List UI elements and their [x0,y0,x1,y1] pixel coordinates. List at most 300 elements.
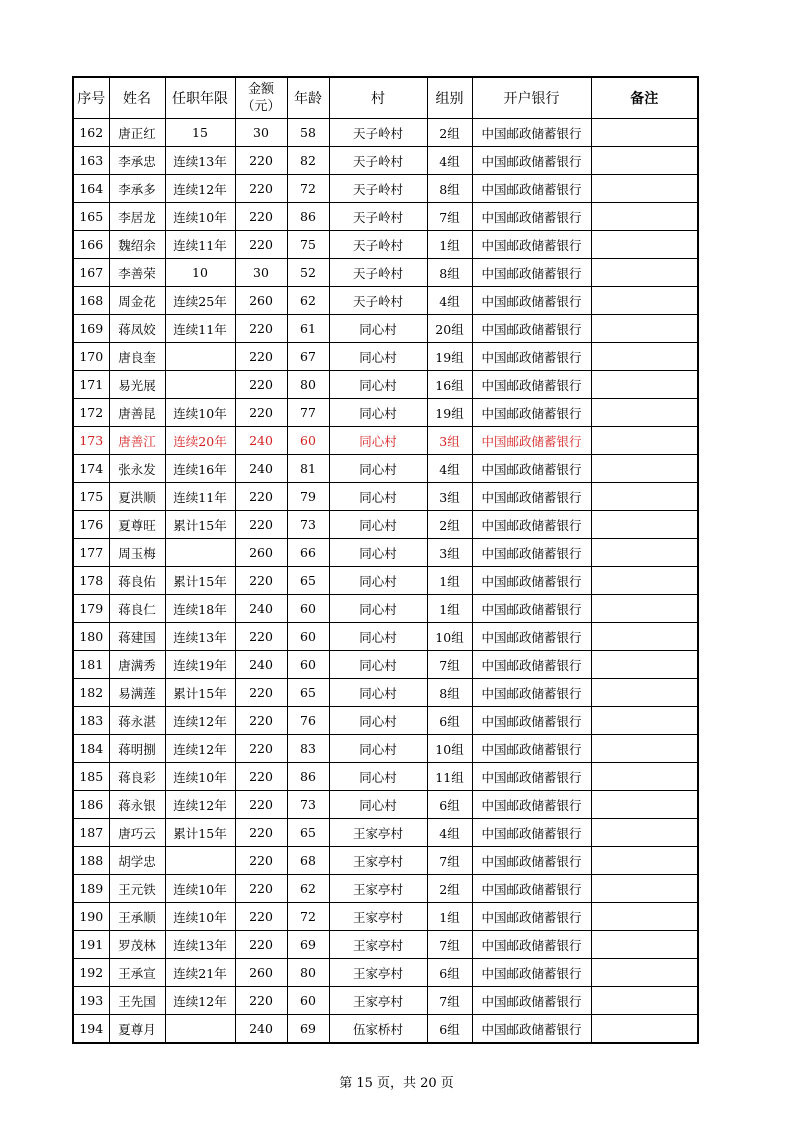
cell-group: 4组 [427,455,472,483]
cell-bank: 中国邮政储蓄银行 [472,931,591,959]
header-seq: 序号 [73,77,109,119]
cell-group: 8组 [427,679,472,707]
cell-seq: 190 [73,903,109,931]
cell-amount: 220 [235,315,287,343]
cell-age: 83 [287,735,329,763]
cell-name: 唐善江 [109,427,165,455]
cell-age: 65 [287,819,329,847]
cell-name: 罗茂林 [109,931,165,959]
cell-village: 伍家桥村 [329,1015,427,1044]
cell-name: 唐良奎 [109,343,165,371]
cell-bank: 中国邮政储蓄银行 [472,1015,591,1044]
cell-bank: 中国邮政储蓄银行 [472,483,591,511]
cell-seq: 182 [73,679,109,707]
cell-tenure: 累计15年 [165,567,235,595]
cell-seq: 188 [73,847,109,875]
cell-age: 58 [287,119,329,147]
cell-seq: 162 [73,119,109,147]
cell-name: 李承多 [109,175,165,203]
table-row [73,791,698,819]
table-row [73,119,698,147]
cell-remark [591,343,698,371]
cell-amount: 240 [235,595,287,623]
cell-remark [591,567,698,595]
cell-group: 4组 [427,147,472,175]
cell-name: 唐满秀 [109,651,165,679]
cell-amount: 260 [235,959,287,987]
cell-group: 3组 [427,483,472,511]
cell-group: 6组 [427,959,472,987]
cell-amount: 220 [235,147,287,175]
cell-bank: 中国邮政储蓄银行 [472,399,591,427]
cell-village: 同心村 [329,679,427,707]
cell-amount: 220 [235,735,287,763]
cell-tenure: 连续10年 [165,763,235,791]
cell-tenure [165,1015,235,1044]
cell-tenure: 连续25年 [165,287,235,315]
cell-age: 79 [287,483,329,511]
cell-seq: 178 [73,567,109,595]
cell-tenure: 连续10年 [165,903,235,931]
cell-group: 7组 [427,987,472,1015]
cell-seq: 180 [73,623,109,651]
cell-age: 69 [287,931,329,959]
cell-remark [591,511,698,539]
cell-name: 王承宣 [109,959,165,987]
cell-age: 65 [287,679,329,707]
cell-name: 夏尊月 [109,1015,165,1044]
cell-amount: 260 [235,287,287,315]
cell-amount: 220 [235,847,287,875]
cell-seq: 170 [73,343,109,371]
cell-village: 同心村 [329,763,427,791]
table-row [73,231,698,259]
cell-village: 王家亭村 [329,931,427,959]
table-row [73,399,698,427]
cell-seq: 177 [73,539,109,567]
cell-amount: 240 [235,455,287,483]
cell-tenure [165,371,235,399]
cell-name: 王承顺 [109,903,165,931]
header-amount [235,77,287,119]
cell-village: 同心村 [329,595,427,623]
cell-bank: 中国邮政储蓄银行 [472,343,591,371]
cell-amount: 220 [235,343,287,371]
cell-tenure [165,847,235,875]
table-row [73,567,698,595]
cell-group: 4组 [427,287,472,315]
cell-remark [591,679,698,707]
cell-tenure: 累计15年 [165,511,235,539]
cell-group: 8组 [427,175,472,203]
cell-remark [591,231,698,259]
cell-age: 60 [287,987,329,1015]
cell-tenure: 连续10年 [165,399,235,427]
cell-age: 80 [287,371,329,399]
cell-age: 60 [287,651,329,679]
table-row [73,707,698,735]
table-row [73,623,698,651]
cell-tenure [165,539,235,567]
cell-village: 同心村 [329,455,427,483]
cell-amount: 220 [235,175,287,203]
cell-seq: 185 [73,763,109,791]
cell-village: 天子岭村 [329,259,427,287]
cell-remark [591,483,698,511]
cell-remark [591,315,698,343]
cell-name: 蒋凤姣 [109,315,165,343]
cell-amount: 30 [235,119,287,147]
cell-group: 10组 [427,623,472,651]
cell-remark [591,623,698,651]
cell-village: 同心村 [329,483,427,511]
cell-amount: 220 [235,483,287,511]
table-row [73,959,698,987]
cell-seq: 167 [73,259,109,287]
cell-amount: 260 [235,539,287,567]
cell-tenure: 15 [165,119,235,147]
cell-bank: 中国邮政储蓄银行 [472,427,591,455]
cell-village: 王家亭村 [329,959,427,987]
cell-remark [591,763,698,791]
header-village: 村 [329,77,427,119]
table-row [73,259,698,287]
cell-seq: 191 [73,931,109,959]
cell-tenure: 连续10年 [165,875,235,903]
cell-amount: 240 [235,1015,287,1044]
table-row [73,987,698,1015]
cell-bank: 中国邮政储蓄银行 [472,203,591,231]
cell-village: 同心村 [329,651,427,679]
cell-tenure: 连续12年 [165,175,235,203]
cell-seq: 168 [73,287,109,315]
cell-group: 10组 [427,735,472,763]
cell-village: 天子岭村 [329,203,427,231]
cell-village: 同心村 [329,371,427,399]
cell-remark [591,287,698,315]
cell-age: 61 [287,315,329,343]
cell-tenure: 累计15年 [165,819,235,847]
cell-remark [591,455,698,483]
table-row [73,343,698,371]
cell-age: 73 [287,511,329,539]
cell-group: 1组 [427,231,472,259]
cell-group: 11组 [427,763,472,791]
roster-table [72,76,699,1044]
cell-group: 2组 [427,119,472,147]
cell-age: 66 [287,539,329,567]
cell-age: 62 [287,287,329,315]
cell-group: 4组 [427,819,472,847]
cell-village: 王家亭村 [329,847,427,875]
table-row [73,147,698,175]
cell-name: 周金花 [109,287,165,315]
cell-bank: 中国邮政储蓄银行 [472,875,591,903]
cell-age: 81 [287,455,329,483]
cell-village: 同心村 [329,623,427,651]
table-row [73,651,698,679]
cell-seq: 166 [73,231,109,259]
cell-tenure: 连续16年 [165,455,235,483]
cell-tenure: 连续11年 [165,231,235,259]
cell-name: 易光展 [109,371,165,399]
table-row [73,1015,698,1044]
cell-remark [591,427,698,455]
cell-tenure: 连续12年 [165,791,235,819]
cell-tenure: 连续18年 [165,595,235,623]
cell-group: 3组 [427,427,472,455]
cell-group: 6组 [427,1015,472,1044]
cell-group: 7组 [427,847,472,875]
cell-remark [591,1015,698,1044]
cell-amount: 30 [235,259,287,287]
cell-bank: 中国邮政储蓄银行 [472,819,591,847]
cell-village: 同心村 [329,707,427,735]
cell-seq: 169 [73,315,109,343]
cell-group: 20组 [427,315,472,343]
cell-remark [591,119,698,147]
cell-group: 7组 [427,651,472,679]
cell-group: 16组 [427,371,472,399]
cell-name: 唐巧云 [109,819,165,847]
header-remark: 备注 [591,77,698,119]
cell-bank: 中国邮政储蓄银行 [472,231,591,259]
cell-amount: 220 [235,987,287,1015]
table-row [73,735,698,763]
cell-name: 魏绍余 [109,231,165,259]
page-number-footer: 第 15 页，共 20 页 [339,1076,454,1091]
cell-seq: 176 [73,511,109,539]
cell-remark [591,875,698,903]
table-row [73,427,698,455]
cell-group: 6组 [427,707,472,735]
cell-amount: 220 [235,511,287,539]
cell-village: 王家亭村 [329,903,427,931]
cell-age: 65 [287,567,329,595]
roster-body [73,119,698,1044]
cell-remark [591,147,698,175]
cell-group: 2组 [427,875,472,903]
table-row [73,539,698,567]
table-row [73,931,698,959]
cell-age: 68 [287,847,329,875]
cell-bank: 中国邮政储蓄银行 [472,259,591,287]
cell-bank: 中国邮政储蓄银行 [472,539,591,567]
cell-remark [591,931,698,959]
table-row [73,847,698,875]
cell-remark [591,707,698,735]
cell-amount: 220 [235,399,287,427]
cell-village: 王家亭村 [329,875,427,903]
table-row [73,315,698,343]
cell-remark [591,203,698,231]
cell-group: 1组 [427,903,472,931]
cell-amount: 220 [235,763,287,791]
cell-amount: 220 [235,567,287,595]
cell-amount: 220 [235,707,287,735]
cell-amount: 220 [235,791,287,819]
cell-name: 胡学忠 [109,847,165,875]
cell-village: 天子岭村 [329,175,427,203]
cell-group: 7组 [427,203,472,231]
cell-village: 天子岭村 [329,287,427,315]
cell-seq: 186 [73,791,109,819]
cell-bank: 中国邮政储蓄银行 [472,119,591,147]
table-row [73,819,698,847]
cell-age: 86 [287,763,329,791]
cell-group: 19组 [427,343,472,371]
cell-amount: 220 [235,819,287,847]
cell-tenure: 连续20年 [165,427,235,455]
cell-name: 易满莲 [109,679,165,707]
header-amount-line2: （元） [241,99,281,114]
cell-tenure: 10 [165,259,235,287]
cell-amount: 220 [235,371,287,399]
cell-tenure: 连续12年 [165,735,235,763]
cell-remark [591,959,698,987]
header-row [73,77,698,119]
cell-tenure: 连续19年 [165,651,235,679]
cell-village: 天子岭村 [329,119,427,147]
cell-name: 蒋建国 [109,623,165,651]
cell-village: 同心村 [329,315,427,343]
cell-age: 86 [287,203,329,231]
cell-bank: 中国邮政储蓄银行 [472,511,591,539]
cell-group: 3组 [427,539,472,567]
cell-tenure: 连续10年 [165,203,235,231]
cell-village: 王家亭村 [329,987,427,1015]
cell-seq: 194 [73,1015,109,1044]
cell-bank: 中国邮政储蓄银行 [472,623,591,651]
cell-bank: 中国邮政储蓄银行 [472,175,591,203]
cell-bank: 中国邮政储蓄银行 [472,707,591,735]
cell-remark [591,819,698,847]
cell-remark [591,735,698,763]
cell-seq: 184 [73,735,109,763]
cell-remark [591,371,698,399]
cell-group: 6组 [427,791,472,819]
cell-bank: 中国邮政储蓄银行 [472,959,591,987]
cell-bank: 中国邮政储蓄银行 [472,287,591,315]
cell-age: 62 [287,875,329,903]
cell-tenure: 连续13年 [165,931,235,959]
cell-name: 李承忠 [109,147,165,175]
cell-bank: 中国邮政储蓄银行 [472,763,591,791]
cell-bank: 中国邮政储蓄银行 [472,987,591,1015]
cell-bank: 中国邮政储蓄银行 [472,847,591,875]
table-row [73,483,698,511]
cell-age: 80 [287,959,329,987]
cell-remark [591,259,698,287]
cell-village: 天子岭村 [329,147,427,175]
cell-village: 同心村 [329,735,427,763]
cell-tenure: 连续12年 [165,707,235,735]
cell-seq: 174 [73,455,109,483]
cell-name: 李善荣 [109,259,165,287]
table-row [73,203,698,231]
cell-name: 唐正红 [109,119,165,147]
cell-amount: 220 [235,623,287,651]
header-bank: 开户银行 [472,77,591,119]
cell-seq: 179 [73,595,109,623]
cell-seq: 173 [73,427,109,455]
cell-bank: 中国邮政储蓄银行 [472,679,591,707]
cell-seq: 171 [73,371,109,399]
cell-tenure: 连续13年 [165,147,235,175]
cell-remark [591,539,698,567]
cell-group: 1组 [427,567,472,595]
cell-village: 同心村 [329,567,427,595]
cell-name: 蒋良佑 [109,567,165,595]
cell-age: 67 [287,343,329,371]
header-group: 组别 [427,77,472,119]
cell-village: 同心村 [329,427,427,455]
table-row [73,287,698,315]
cell-name: 蒋良彩 [109,763,165,791]
cell-tenure: 连续21年 [165,959,235,987]
cell-tenure [165,343,235,371]
cell-name: 蒋明捌 [109,735,165,763]
cell-age: 52 [287,259,329,287]
cell-village: 同心村 [329,791,427,819]
table-row [73,595,698,623]
cell-seq: 165 [73,203,109,231]
cell-bank: 中国邮政储蓄银行 [472,903,591,931]
cell-amount: 220 [235,903,287,931]
cell-tenure: 连续13年 [165,623,235,651]
cell-age: 72 [287,903,329,931]
cell-name: 蒋良仁 [109,595,165,623]
cell-age: 60 [287,623,329,651]
header-amount-line1: 金额 [247,82,274,97]
cell-remark [591,399,698,427]
cell-remark [591,651,698,679]
cell-remark [591,847,698,875]
cell-bank: 中国邮政储蓄银行 [472,735,591,763]
cell-seq: 189 [73,875,109,903]
cell-age: 73 [287,791,329,819]
cell-age: 82 [287,147,329,175]
cell-seq: 192 [73,959,109,987]
table-row [73,903,698,931]
cell-bank: 中国邮政储蓄银行 [472,455,591,483]
cell-village: 同心村 [329,343,427,371]
table-row [73,763,698,791]
cell-name: 蒋永银 [109,791,165,819]
cell-tenure: 累计15年 [165,679,235,707]
cell-age: 76 [287,707,329,735]
cell-group: 2组 [427,511,472,539]
cell-remark [591,987,698,1015]
cell-bank: 中国邮政储蓄银行 [472,651,591,679]
cell-name: 王先国 [109,987,165,1015]
cell-seq: 164 [73,175,109,203]
cell-bank: 中国邮政储蓄银行 [472,595,591,623]
cell-amount: 220 [235,203,287,231]
cell-age: 60 [287,595,329,623]
cell-age: 72 [287,175,329,203]
cell-age: 69 [287,1015,329,1044]
cell-village: 同心村 [329,539,427,567]
cell-bank: 中国邮政储蓄银行 [472,147,591,175]
cell-amount: 220 [235,231,287,259]
cell-seq: 172 [73,399,109,427]
cell-amount: 240 [235,427,287,455]
cell-age: 60 [287,427,329,455]
cell-name: 张永发 [109,455,165,483]
cell-seq: 163 [73,147,109,175]
cell-group: 8组 [427,259,472,287]
